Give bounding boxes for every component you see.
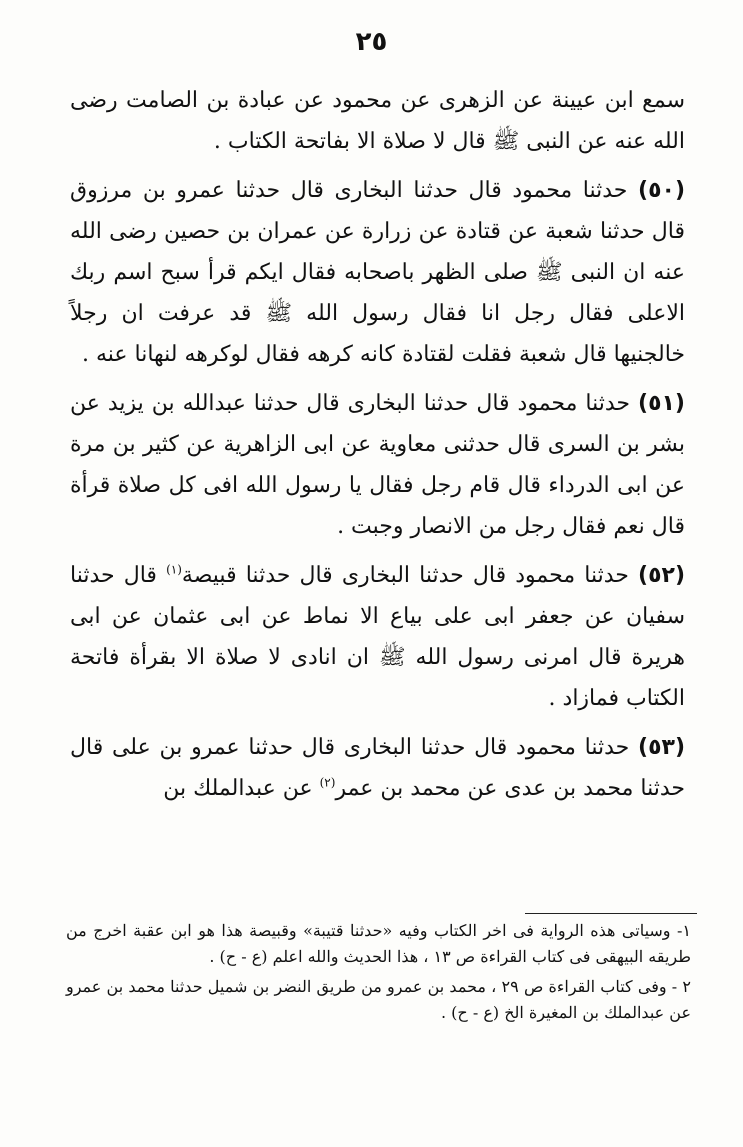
footnote-marker: (١) <box>166 562 182 577</box>
footnote-2: ٢ - وفى كتاب القراءة ص ٢٩ ، محمد بن عمرو من طريق النضر بن شميل حدثنا محمد بن عمرو عن عبدالملك بن المغيرة الخ (ع - ح) . <box>66 977 692 1022</box>
hadith-text: حدثنا محمود قال حدثنا البخارى قال حدثنا عمرو بن على قال حدثنا محمد بن عدى عن محمد بن عمر <box>70 735 685 801</box>
hadith-number: (٥٠) <box>638 178 685 203</box>
hadith-51 <box>70 383 685 547</box>
hadith-number: (٥٢) <box>638 563 685 588</box>
page-number: ٢٥ <box>355 27 388 57</box>
footnote-divider <box>525 913 697 914</box>
hadith-text: حدثنا محمود قال حدثنا البخارى قال حدثنا عبدالله بن يزيد عن بشر بن السرى قال حدثنى معاوية عن ابى الزاهرية عن كثير بن مرة عن ابى الدرداء قال قام رجل فقال يا رسول الله افى كل صلاة قرأة قال نعم فقال رجل من الانصار وجبت . <box>70 391 685 539</box>
hadith-50 <box>70 170 685 375</box>
footnote-marker: (٢) <box>319 775 336 790</box>
hadith-number: (٥٣) <box>638 735 685 760</box>
main-text <box>70 80 685 809</box>
hadith-text: حدثنا محمود قال حدثنا البخارى قال حدثنا قبيصة <box>181 563 629 588</box>
hadith-number: (٥١) <box>638 391 685 416</box>
hadith-53 <box>70 727 685 809</box>
paragraph-continued <box>70 80 685 162</box>
footnote-1: ١- وسياتى هذه الرواية فى اخر الكتاب وفيه «حدثنا قتيبة» وقبيصة هذا هو ابن عقبة اخرج من طريقه البيهقى فى كتاب القراءة ص ١٣ ، هذا الحديث والله اعلم (ع - ح) . <box>66 921 691 966</box>
hadith-text-continued: عن عبدالملك بن <box>163 776 320 801</box>
hadith-52 <box>70 555 685 719</box>
footnotes <box>66 918 691 1030</box>
paragraph-text: سمع ابن عيينة عن الزهرى عن محمود عن عبادة بن الصامت رضى الله عنه عن النبى ﷺ قال لا صلاة الا بفاتحة الكتاب . <box>70 88 685 154</box>
hadith-text-continued: قال حدثنا سفيان عن جعفر ابى على بياع الا نماط عن ابى عثمان عن ابى هريرة قال امرنى رسول الله ﷺ ان انادى لا صلاة الا بقرأة فاتحة الكتاب فمازاد . <box>70 563 685 711</box>
hadith-text: حدثنا محمود قال حدثنا البخارى قال حدثنا عمرو بن مرزوق قال حدثنا شعبة عن قتادة عن زرارة عن عمران بن حصين رضى الله عنه ان النبى ﷺ صلى الظهر باصحابه فقال ايكم قرأ سبح اسم ربك الاعلى فقال رجل انا فقال رسول الله ﷺ قد عرفت ان رجلاً خالجنيها قال شعبة فقلت لقتادة كانه كرهه فقال لوكرهه لنهانا عنه . <box>70 178 685 367</box>
